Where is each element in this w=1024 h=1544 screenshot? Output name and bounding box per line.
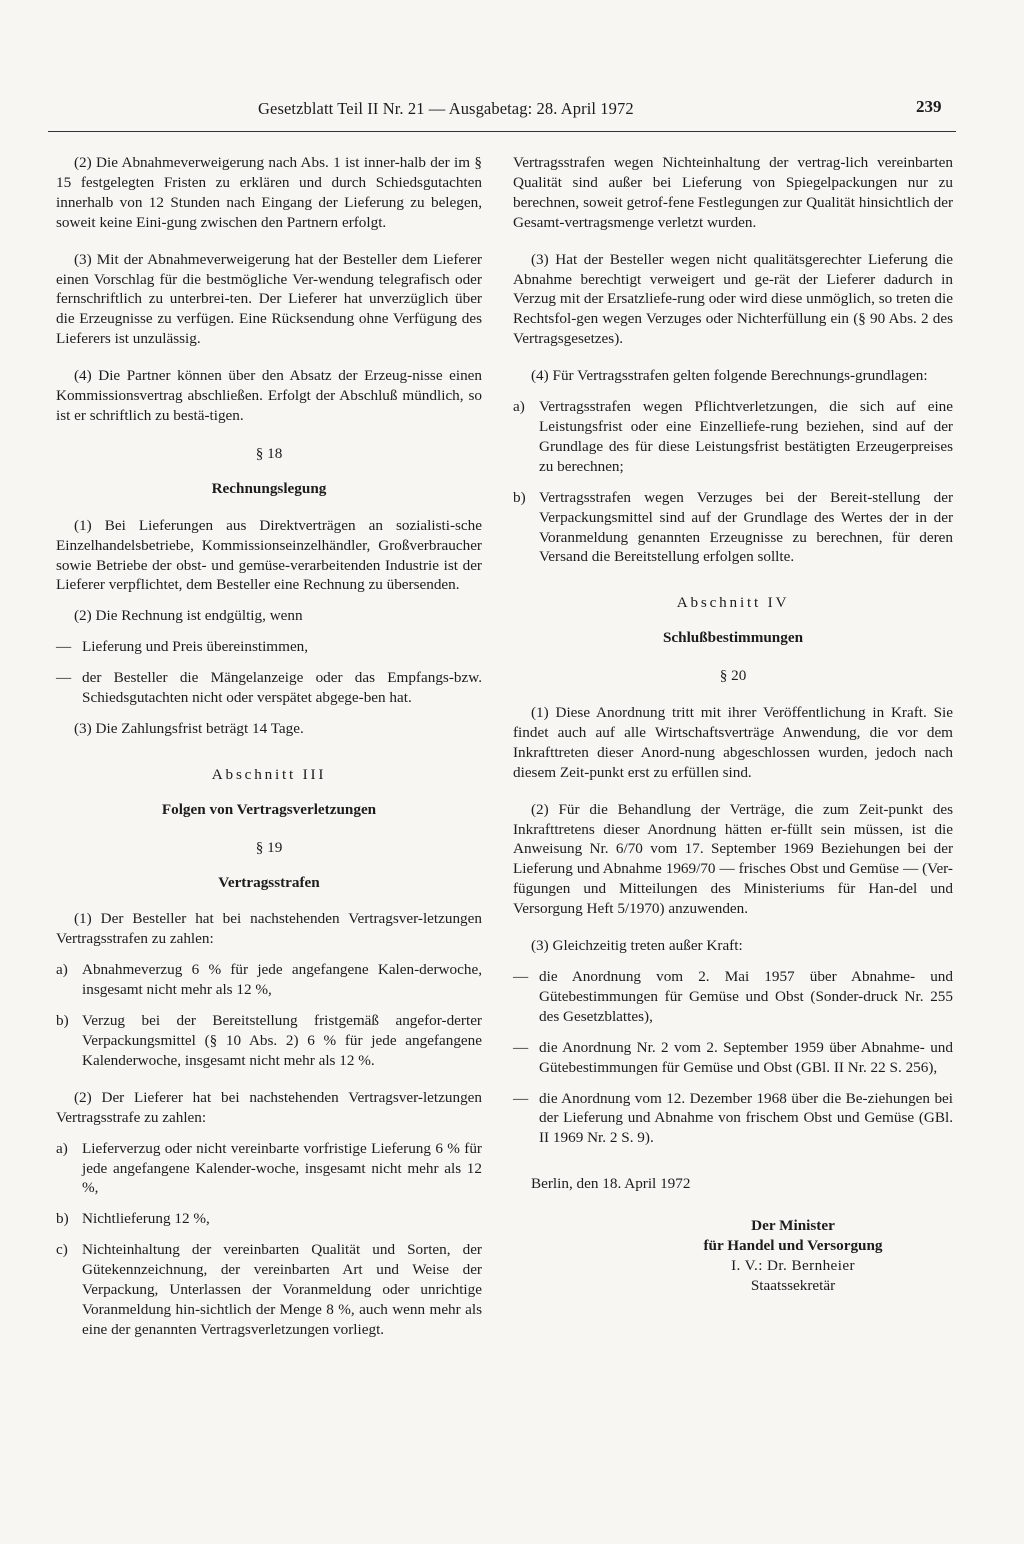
section-19-heading: Vertragsstrafen bbox=[218, 873, 320, 891]
signature-title: Der Minister bbox=[751, 1217, 835, 1235]
list-item-label: a) bbox=[56, 1139, 68, 1157]
header-title: Gesetzblatt Teil II Nr. 21 — Ausgabetag: 28. April 1972 bbox=[258, 99, 634, 118]
list-item-label: a) bbox=[513, 398, 525, 416]
paragraph-17-2: (2) Die Abnahmeverweigerung nach Abs. 1 ist inner-halb der im § 15 festgelegten Fristen zu erklären und durch Schiedsgutachten innerhalb von 12 Stunden nach Eingang der Lieferung zu belegen, soweit keine Eini-gung zwischen den Partnern erfolgt. bbox=[56, 154, 482, 231]
place-and-date: Berlin, den 18. April 1972 bbox=[531, 1175, 691, 1193]
abschnitt-3-heading: Folgen von Vertragsverletzungen bbox=[161, 800, 377, 818]
section-18-mark: § 18 bbox=[255, 444, 283, 462]
paragraph-20-3: (3) Gleichzeitig treten außer Kraft: bbox=[531, 937, 743, 955]
list-item bbox=[56, 668, 482, 708]
page-number: 239 bbox=[916, 97, 942, 116]
list-item-label: b) bbox=[56, 1210, 69, 1228]
list-item bbox=[56, 1209, 482, 1229]
list-item bbox=[513, 967, 953, 1027]
list-item-text: die Anordnung vom 12. Dezember 1968 über die Be-ziehungen bei der Lieferung und Abnahme von frischem Obst und Gemüse (GBl. II 1969 Nr. 2 S. 9). bbox=[539, 1089, 953, 1147]
abschnitt-3-title: Abschnitt III bbox=[211, 765, 327, 783]
list-item bbox=[513, 488, 953, 568]
signature-name: I. V.: Dr. Bernheier bbox=[731, 1256, 855, 1274]
list-item-label: a) bbox=[56, 961, 68, 979]
section-19-mark: § 19 bbox=[255, 838, 283, 856]
list-item bbox=[513, 1038, 953, 1078]
list-item-label: b) bbox=[56, 1012, 69, 1030]
paragraph-19-1: (1) Der Besteller hat bei nachstehenden Vertragsver-letzungen Vertragsstrafen zu zahlen: bbox=[56, 910, 482, 948]
section-20-mark: § 20 bbox=[719, 667, 747, 685]
list-item bbox=[56, 1011, 482, 1071]
paragraph-17-4: (4) Die Partner können über den Absatz der Erzeug-nisse einen Kommissionsvertrag abschließen. Erfolgt der Abschluß mündlich, so ist er schriftlich zu bestä-tigen. bbox=[56, 367, 482, 424]
list-item bbox=[513, 1089, 953, 1149]
signature-role: Staatssekretär bbox=[750, 1276, 836, 1294]
paragraph-17-3: (3) Mit der Abnahmeverweigerung hat der Besteller dem Lieferer einen Vorschlag für die bestmögliche Ver-wendung telegrafisch oder fernschriftlich zu unterbrei-ten. Der Lieferer hat unverzüglich über die Erzeugnisse zu verfügen. Eine Rücksendung ohne Verfügung des Lieferers ist unzulässig. bbox=[56, 250, 482, 348]
signature-ministry: für Handel und Versorgung bbox=[703, 1237, 883, 1255]
dash-marker: — bbox=[513, 968, 529, 985]
list-item-text: Nichteinhaltung der vereinbarten Qualität und Sorten, der Gütekennzeichnung, der vereinbarten Art und Weise der Verpackung, Unterlassen der Voranmeldung oder unrichtige Voranmeldung hin-sichtlich der Menge 8 %, auch wenn mehr als eine der genannten Vertragsverletzungen vorliegt. bbox=[82, 1241, 482, 1338]
list-item-text: Vertragsstrafen wegen Pflichtverletzungen, die sich auf eine Leistungsfrist oder eine Einzelliefe-rung beziehen, sind auf der Grundlage des für diese Leistungsfrist bestätigten Erzeugerpreises zu berechnen; bbox=[539, 398, 953, 475]
paragraph-19-4: (4) Für Vertragsstrafen gelten folgende Berechnungs-grundlagen: bbox=[531, 367, 928, 385]
abschnitt-4-title: Abschnitt IV bbox=[676, 594, 790, 612]
list-item-text: die Anordnung Nr. 2 vom 2. September 1959 über Abnahme- und Gütebestimmungen für Gemüse und Obst (GBl. II Nr. 22 S. 256), bbox=[539, 1038, 953, 1076]
list-item-text: Abnahmeverzug 6 % für jede angefangene Kalen-derwoche, insgesamt nicht mehr als 12 %, bbox=[82, 961, 482, 999]
list-item-text: die Anordnung vom 2. Mai 1957 über Abnahme- und Gütebestimmungen für Gemüse und Obst (Sonder-druck Nr. 255 des Gesetzblattes), bbox=[539, 968, 953, 1025]
paragraph-18-3: (3) Die Zahlungsfrist beträgt 14 Tage. bbox=[74, 719, 304, 737]
list-item-text: Lieferverzug oder nicht vereinbarte vorfristige Lieferung 6 % für jede angefangene Kalender-woche, insgesamt nicht mehr als 12 %, bbox=[82, 1139, 482, 1197]
list-item-text: Vertragsstrafen wegen Verzuges bei der Bereit-stellung der Verpackungsmittel sind auf der Grundlage des Wertes der in der Voranmeldung genannten Erzeugnisse zu berechnen, für deren Versand die Bereitstellung erfolgen sollte. bbox=[539, 488, 953, 566]
left-column bbox=[56, 153, 482, 1340]
paragraph-18-1: (1) Bei Lieferungen aus Direktverträgen an sozialisti-sche Einzelhandelsbetriebe, Kommissionseinzelhändler, Großverbraucher sowie Betriebe der obst- und gemüse-verarbeitenden Industrie ist der Lieferer verpflichtet, dem Besteller eine Rechnung zu übersenden. bbox=[56, 516, 482, 594]
page-header bbox=[48, 95, 956, 135]
list-item-text: der Besteller die Mängelanzeige oder das Empfangs-bzw. Schiedsgutachten nicht oder verspätet abgege-ben hat. bbox=[82, 669, 482, 707]
paragraph-20-1: (1) Diese Anordnung tritt mit ihrer Veröffentlichung in Kraft. Sie findet auch auf alle Wirtschaftsverträge Anwendung, die vor dem Inkrafttreten dieser Anord-nung abgeschlossen wurden, jedoch nach diesem Zeit-punkt erst zu erfüllen sind. bbox=[513, 704, 953, 781]
paragraph-19-continued: Vertragsstrafen wegen Nichteinhaltung der vertrag-lich vereinbarten Qualität sind außer bei Lieferung von Spiegelpackungen nur zu berechnen, soweit getrof-fene Festlegungen zur Qualität hinsichtlich der Gesamt-vertragsmenge verletzt wurden. bbox=[513, 154, 953, 231]
list-item-label: b) bbox=[513, 488, 526, 506]
signature-block bbox=[663, 1216, 923, 1296]
dash-marker: — bbox=[56, 669, 72, 687]
paragraph-19-3: (3) Hat der Besteller wegen nicht qualitätsgerechter Lieferung die Abnahme berechtigt verweigert und ge-rät der Lieferer dadurch in Verzug mit der Ersatzliefe-rung oder wird diese unmöglich, so treten die Rechtsfol-gen wegen Verzuges oder Nichterfüllung ein (§ 90 Abs. 2 des Vertragsgesetzes). bbox=[513, 250, 953, 348]
list-item bbox=[56, 1240, 482, 1340]
right-column bbox=[513, 153, 953, 1296]
dash-marker: — bbox=[56, 638, 72, 656]
list-item-text: Lieferung und Preis übereinstimmen, bbox=[82, 638, 309, 656]
section-18-heading: Rechnungslegung bbox=[211, 479, 327, 497]
abschnitt-4-heading: Schlußbestimmungen bbox=[662, 629, 804, 647]
dash-marker: — bbox=[513, 1089, 529, 1107]
header-rule bbox=[48, 131, 956, 132]
list-item-text: Verzug bei der Bereitstellung fristgemäß angefor-derter Verpackungsmittel (§ 10 Abs. 2) 6 % für jede angefangene Kalenderwoche, insgesamt nicht mehr als 12 %. bbox=[82, 1012, 482, 1069]
paragraph-20-2: (2) Für die Behandlung der Verträge, die zum Zeit-punkt des Inkrafttretens dieser Anordnung hätten er-füllt sein müssen, ist die Anweisung Nr. 6/70 vom 17. September 1969 Beziehungen bei der Lieferung und Abnahme 1969/70 — frisches Obst und Gemüse — (Ver-fügungen und Mitteilungen des Ministeriums für Han-del und Versorgung Heft 5/1970) anzuwenden. bbox=[513, 800, 953, 918]
dash-marker: — bbox=[513, 1038, 529, 1056]
list-item bbox=[56, 637, 482, 657]
list-item bbox=[56, 960, 482, 1000]
list-item bbox=[513, 397, 953, 477]
paragraph-19-2: (2) Der Lieferer hat bei nachstehenden Vertragsver-letzungen Vertragsstrafe zu zahlen: bbox=[56, 1088, 482, 1126]
list-item bbox=[56, 1139, 482, 1199]
list-item-text: Nichtlieferung 12 %, bbox=[82, 1210, 210, 1228]
list-item-label: c) bbox=[56, 1241, 68, 1259]
paragraph-18-2: (2) Die Rechnung ist endgültig, wenn bbox=[74, 607, 303, 625]
